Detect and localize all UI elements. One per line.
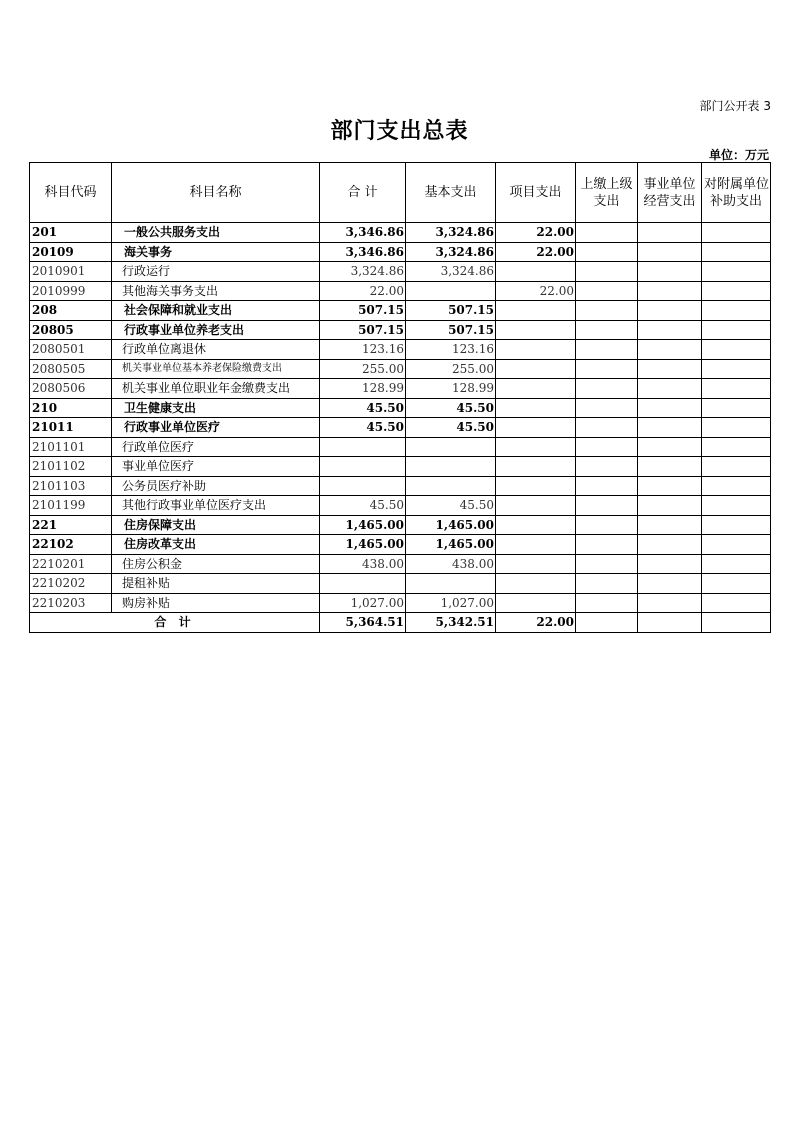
cell-upper [576, 320, 638, 340]
cell-subsidiary [702, 554, 771, 574]
cell-project [496, 496, 576, 516]
cell-total: 22.00 [320, 281, 406, 301]
cell-business [638, 437, 702, 457]
total-project: 22.00 [496, 613, 576, 633]
total-sum: 5,364.51 [320, 613, 406, 633]
cell-basic: 3,324.86 [406, 242, 496, 262]
cell-project [496, 515, 576, 535]
cell-upper [576, 554, 638, 574]
page-title: 部门支出总表 [330, 118, 469, 144]
table-row [30, 281, 771, 301]
total-basic: 5,342.51 [406, 613, 496, 633]
cell-project [496, 301, 576, 321]
cell-code: 2080505 [30, 359, 112, 379]
total-subsidiary [702, 613, 771, 633]
cell-project [496, 359, 576, 379]
cell-subsidiary [702, 379, 771, 399]
cell-name: 住房公积金 [112, 554, 320, 574]
cell-basic: 1,027.00 [406, 593, 496, 613]
cell-name: 住房保障支出 [112, 515, 320, 535]
cell-subsidiary [702, 457, 771, 477]
cell-code: 201 [30, 223, 112, 243]
table-row [30, 574, 771, 594]
cell-total [320, 457, 406, 477]
cell-code: 22102 [30, 535, 112, 555]
col-header-name: 科目名称 [112, 163, 320, 223]
cell-total: 45.50 [320, 398, 406, 418]
cell-project [496, 593, 576, 613]
cell-business [638, 340, 702, 360]
cell-code: 2101103 [30, 476, 112, 496]
cell-name: 行政事业单位医疗 [112, 418, 320, 438]
cell-name: 提租补贴 [112, 574, 320, 594]
cell-total: 3,324.86 [320, 262, 406, 282]
col-header-code: 科目代码 [30, 163, 112, 223]
cell-upper [576, 340, 638, 360]
cell-basic: 45.50 [406, 398, 496, 418]
table-row [30, 496, 771, 516]
cell-upper [576, 223, 638, 243]
cell-code: 20109 [30, 242, 112, 262]
cell-total [320, 476, 406, 496]
cell-subsidiary [702, 223, 771, 243]
cell-upper [576, 359, 638, 379]
cell-subsidiary [702, 359, 771, 379]
cell-name: 住房改革支出 [112, 535, 320, 555]
cell-name: 公务员医疗补助 [112, 476, 320, 496]
col-header-project: 项目支出 [496, 163, 576, 223]
cell-basic [406, 476, 496, 496]
cell-business [638, 398, 702, 418]
total-label: 合 计 [30, 613, 320, 633]
total-upper [576, 613, 638, 633]
table-row [30, 554, 771, 574]
cell-total: 3,346.86 [320, 242, 406, 262]
table-row [30, 476, 771, 496]
col-header-upper: 上缴上级 支出 [576, 163, 638, 223]
cell-basic [406, 457, 496, 477]
cell-upper [576, 262, 638, 282]
cell-project [496, 398, 576, 418]
cell-project [496, 320, 576, 340]
cell-project [496, 418, 576, 438]
cell-code: 208 [30, 301, 112, 321]
cell-upper [576, 379, 638, 399]
cell-code: 2101199 [30, 496, 112, 516]
table-row [30, 320, 771, 340]
cell-project [496, 554, 576, 574]
col-header-subsidiary: 对附属单位 补助支出 [702, 163, 771, 223]
cell-basic: 1,465.00 [406, 535, 496, 555]
cell-upper [576, 418, 638, 438]
cell-upper [576, 496, 638, 516]
cell-subsidiary [702, 262, 771, 282]
table-row [30, 398, 771, 418]
cell-name: 购房补贴 [112, 593, 320, 613]
cell-total: 45.50 [320, 418, 406, 438]
col-header-business: 事业单位 经营支出 [638, 163, 702, 223]
cell-subsidiary [702, 515, 771, 535]
cell-code: 20805 [30, 320, 112, 340]
cell-business [638, 320, 702, 340]
cell-code: 21011 [30, 418, 112, 438]
cell-project: 22.00 [496, 223, 576, 243]
cell-subsidiary [702, 593, 771, 613]
cell-upper [576, 242, 638, 262]
cell-subsidiary [702, 476, 771, 496]
cell-basic: 128.99 [406, 379, 496, 399]
cell-total: 1,465.00 [320, 515, 406, 535]
cell-name: 其他海关事务支出 [112, 281, 320, 301]
cell-name: 海关事务 [112, 242, 320, 262]
cell-project [496, 457, 576, 477]
table-row [30, 340, 771, 360]
cell-name: 一般公共服务支出 [112, 223, 320, 243]
cell-business [638, 574, 702, 594]
cell-code: 221 [30, 515, 112, 535]
form-number: 部门公开表 3 [699, 99, 771, 113]
unit-label: 单位：万元 [708, 148, 769, 162]
cell-total [320, 574, 406, 594]
cell-basic: 45.50 [406, 496, 496, 516]
cell-basic: 45.50 [406, 418, 496, 438]
cell-basic: 507.15 [406, 320, 496, 340]
cell-total [320, 437, 406, 457]
cell-upper [576, 593, 638, 613]
cell-upper [576, 515, 638, 535]
cell-business [638, 593, 702, 613]
cell-business [638, 476, 702, 496]
cell-code: 2010901 [30, 262, 112, 282]
cell-project [496, 340, 576, 360]
expenditure-table [29, 162, 771, 633]
cell-project [496, 437, 576, 457]
table-row [30, 359, 771, 379]
cell-upper [576, 398, 638, 418]
cell-project [496, 262, 576, 282]
cell-total: 1,027.00 [320, 593, 406, 613]
cell-total: 507.15 [320, 301, 406, 321]
cell-subsidiary [702, 320, 771, 340]
cell-basic: 255.00 [406, 359, 496, 379]
cell-subsidiary [702, 574, 771, 594]
cell-business [638, 496, 702, 516]
cell-business [638, 379, 702, 399]
cell-code: 2101102 [30, 457, 112, 477]
table-row [30, 457, 771, 477]
cell-basic: 507.15 [406, 301, 496, 321]
col-header-total: 合 计 [320, 163, 406, 223]
cell-basic: 3,324.86 [406, 262, 496, 282]
total-business [638, 613, 702, 633]
cell-subsidiary [702, 535, 771, 555]
cell-total: 123.16 [320, 340, 406, 360]
cell-business [638, 457, 702, 477]
cell-name: 事业单位医疗 [112, 457, 320, 477]
cell-subsidiary [702, 496, 771, 516]
cell-name: 行政单位离退休 [112, 340, 320, 360]
cell-name: 行政运行 [112, 262, 320, 282]
cell-code: 2101101 [30, 437, 112, 457]
cell-name: 其他行政事业单位医疗支出 [112, 496, 320, 516]
cell-subsidiary [702, 437, 771, 457]
table-row [30, 535, 771, 555]
cell-code: 2210201 [30, 554, 112, 574]
cell-basic: 1,465.00 [406, 515, 496, 535]
cell-project: 22.00 [496, 242, 576, 262]
cell-basic [406, 281, 496, 301]
cell-subsidiary [702, 301, 771, 321]
table-row [30, 379, 771, 399]
cell-business [638, 223, 702, 243]
cell-total: 255.00 [320, 359, 406, 379]
cell-basic: 3,324.86 [406, 223, 496, 243]
cell-code: 2210202 [30, 574, 112, 594]
table-row [30, 418, 771, 438]
cell-project [496, 476, 576, 496]
cell-total: 438.00 [320, 554, 406, 574]
cell-total: 128.99 [320, 379, 406, 399]
table-row [30, 223, 771, 243]
col-header-basic: 基本支出 [406, 163, 496, 223]
cell-total: 45.50 [320, 496, 406, 516]
cell-subsidiary [702, 281, 771, 301]
cell-code: 210 [30, 398, 112, 418]
cell-project [496, 379, 576, 399]
cell-upper [576, 574, 638, 594]
cell-total: 1,465.00 [320, 535, 406, 555]
cell-business [638, 359, 702, 379]
cell-basic: 438.00 [406, 554, 496, 574]
cell-total: 3,346.86 [320, 223, 406, 243]
cell-project: 22.00 [496, 281, 576, 301]
cell-upper [576, 476, 638, 496]
table-row [30, 593, 771, 613]
cell-upper [576, 457, 638, 477]
header-row [30, 163, 771, 223]
cell-code: 2080506 [30, 379, 112, 399]
cell-code: 2210203 [30, 593, 112, 613]
cell-project [496, 574, 576, 594]
cell-code: 2010999 [30, 281, 112, 301]
cell-subsidiary [702, 242, 771, 262]
cell-basic [406, 574, 496, 594]
cell-upper [576, 281, 638, 301]
cell-business [638, 301, 702, 321]
cell-business [638, 281, 702, 301]
cell-basic: 123.16 [406, 340, 496, 360]
cell-business [638, 242, 702, 262]
cell-upper [576, 437, 638, 457]
cell-business [638, 554, 702, 574]
cell-subsidiary [702, 340, 771, 360]
cell-name: 行政单位医疗 [112, 437, 320, 457]
cell-business [638, 515, 702, 535]
table-row [30, 242, 771, 262]
cell-name: 机关事业单位职业年金缴费支出 [112, 379, 320, 399]
cell-project [496, 535, 576, 555]
cell-business [638, 262, 702, 282]
cell-business [638, 418, 702, 438]
cell-code: 2080501 [30, 340, 112, 360]
cell-subsidiary [702, 418, 771, 438]
cell-subsidiary [702, 398, 771, 418]
cell-name: 行政事业单位养老支出 [112, 320, 320, 340]
table-row [30, 437, 771, 457]
cell-name: 卫生健康支出 [112, 398, 320, 418]
cell-business [638, 535, 702, 555]
cell-upper [576, 301, 638, 321]
cell-name: 机关事业单位基本养老保险缴费支出 [112, 359, 320, 379]
cell-total: 507.15 [320, 320, 406, 340]
cell-name: 社会保障和就业支出 [112, 301, 320, 321]
table-row [30, 301, 771, 321]
cell-basic [406, 437, 496, 457]
table-row [30, 262, 771, 282]
table-row [30, 515, 771, 535]
total-row [30, 613, 771, 633]
cell-upper [576, 535, 638, 555]
